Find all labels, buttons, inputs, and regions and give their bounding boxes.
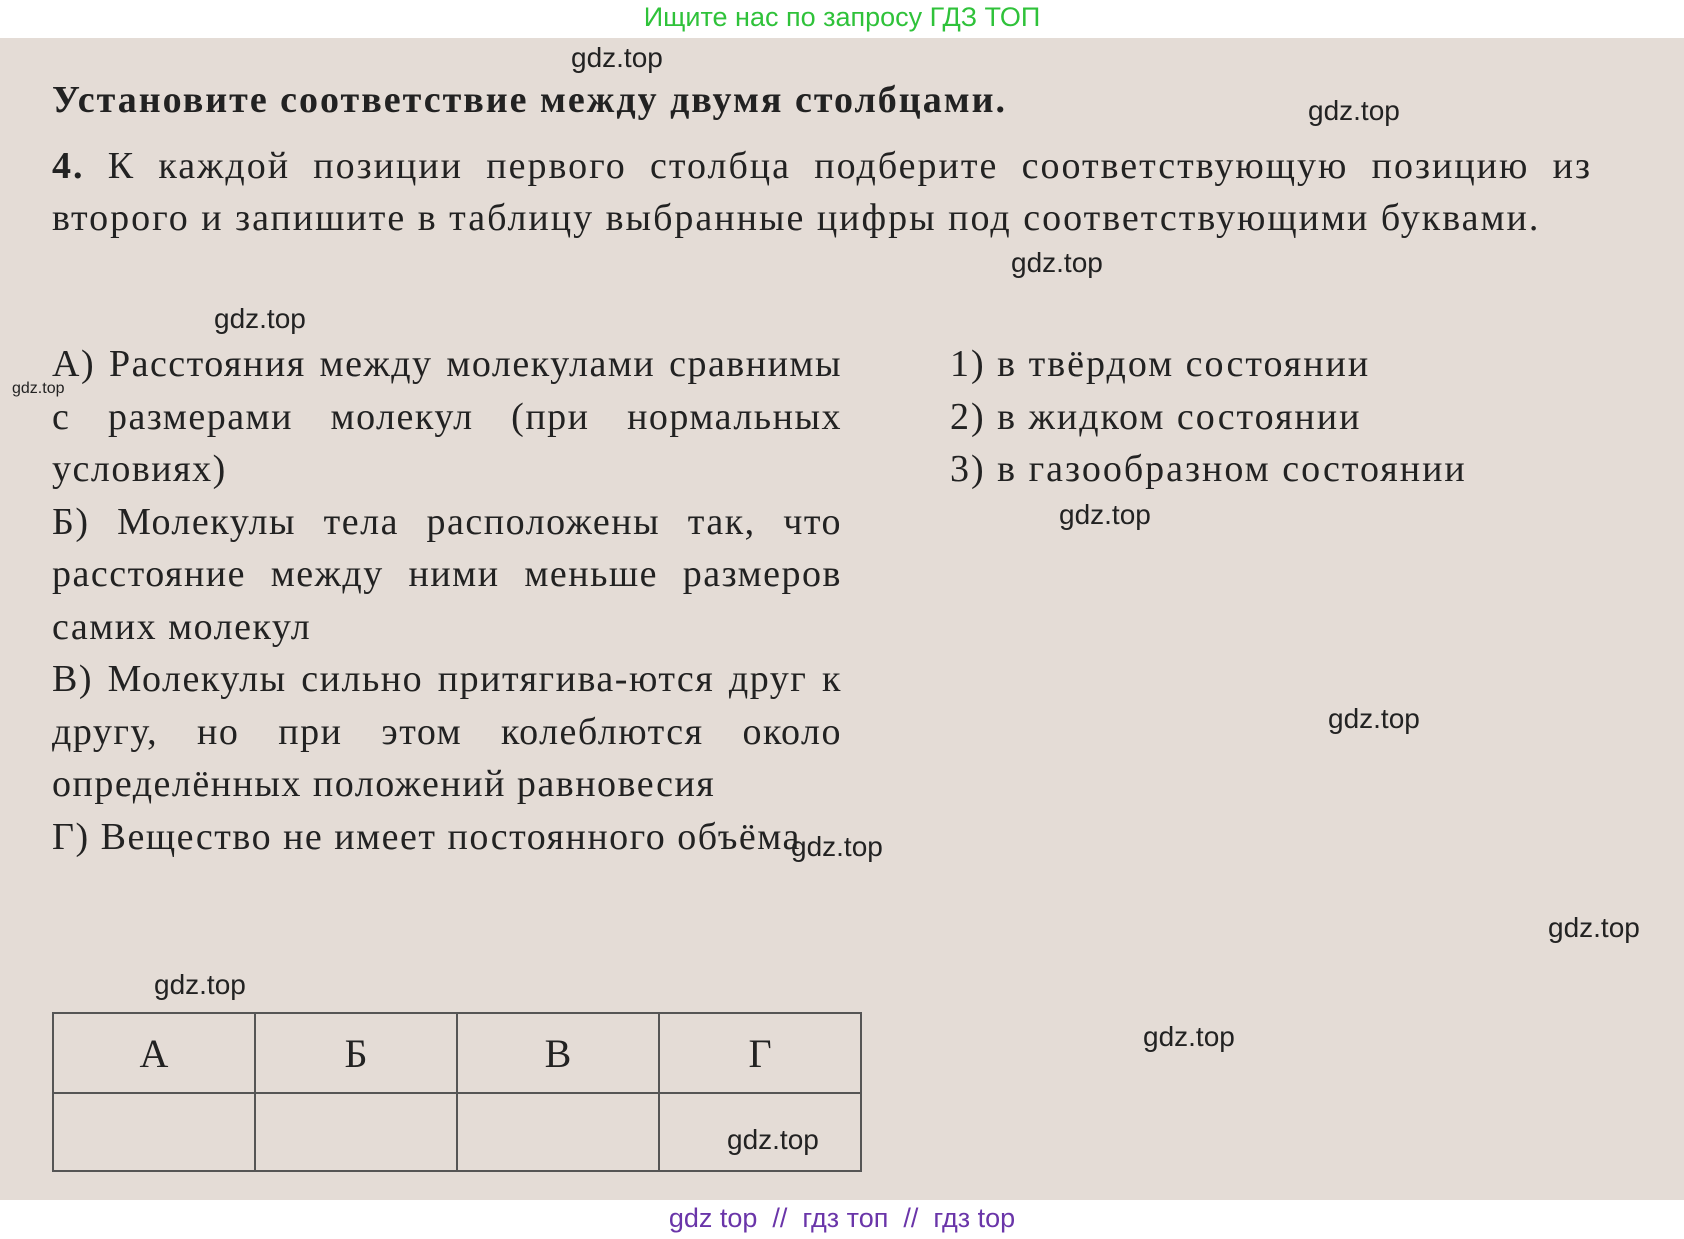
watermark: gdz.top (12, 380, 65, 397)
right-item-3: 3) в газообразном состоянии (950, 448, 1467, 490)
answer-cell-a[interactable] (53, 1093, 255, 1171)
left-item-a: А) Расстояния между молекулами сравнимы с размерами молекул (при нормальных условиях) (52, 343, 842, 490)
answer-header-b: Б (255, 1013, 457, 1093)
top-banner: Ищите нас по запросу ГДЗ ТОП (643, 2, 1041, 32)
watermark: gdz.top (1059, 499, 1151, 530)
watermark: gdz.top (791, 831, 883, 862)
answer-table-header-row (53, 1013, 861, 1093)
watermark: gdz.top (1548, 912, 1640, 943)
answer-header-g: Г (659, 1013, 861, 1093)
left-column (52, 338, 842, 863)
watermark: gdz.top (214, 303, 306, 334)
left-item-b: Б) Молекулы тела расположены так, что расстояние между ними меньше размеров самих молекул (52, 500, 842, 648)
task-text: К каждой позиции первого столбца подберите соответствующую позицию из второго и запишите в таблицу выбранные цифры под соответствующими буквами. (52, 145, 1592, 239)
watermark: gdz.top (1328, 703, 1420, 734)
watermark: gdz.top (154, 969, 246, 1000)
watermark: gdz.top (571, 42, 663, 73)
answer-header-v: В (457, 1013, 659, 1093)
answer-cell-b[interactable] (255, 1093, 457, 1171)
watermark: gdz.top (1143, 1021, 1235, 1052)
right-column (950, 338, 1600, 496)
left-item-g: Г) Вещество не имеет постоянного объёма (52, 815, 801, 858)
right-item-2: 2) в жидком состоянии (950, 395, 1362, 438)
task-statement (52, 140, 1592, 244)
bottom-banner: gdz top // гдз топ // гдз top (668, 1203, 1016, 1233)
watermark: gdz.top (727, 1124, 819, 1155)
right-item-1: 1) в твёрдом состоянии (950, 343, 1371, 385)
watermark: gdz.top (1011, 247, 1103, 278)
section-heading: Установите соответствие между двумя столбцами. (52, 79, 1007, 121)
task-number: 4. (52, 145, 85, 187)
left-item-v: В) Молекулы сильно притягива-ются друг к другу, но при этом колеблются около определённых положений равновесия (52, 658, 842, 805)
answer-cell-v[interactable] (457, 1093, 659, 1171)
watermark: gdz.top (1308, 95, 1400, 126)
answer-header-a: А (53, 1013, 255, 1093)
